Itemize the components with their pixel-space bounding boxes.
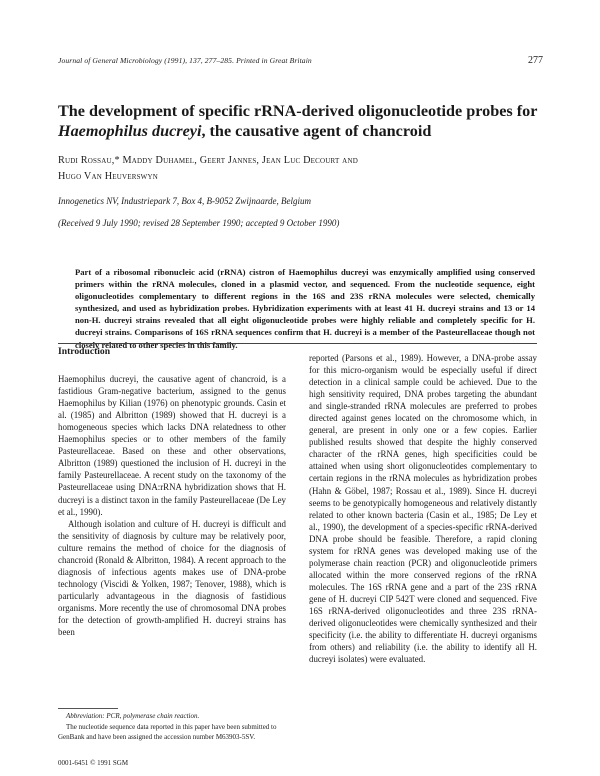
footnote-abbreviation-text: Abbreviation: PCR, polymerase chain reaction. bbox=[66, 712, 200, 720]
footnote-accession: The nucleotide sequence data reported in this paper have been submitted to GenBank and have been assigned the accession number M63903-5SV. bbox=[58, 723, 277, 741]
right-column bbox=[309, 352, 537, 665]
article-title bbox=[58, 101, 558, 141]
running-head: Journal of General Microbiology (1991), 137, 277–285. Printed in Great Britain bbox=[58, 56, 312, 65]
intro-paragraph-1: Haemophilus ducreyi, the causative agent of chancroid, is a fastidious Gram-negative bacterium, assigned to the genus Haemophilus by Kilian (1976) on phenotypic grounds. Casin et al. (1985) and Albritton (1989) showed that H. ducreyi is a homogeneous species which lacks DNA relatedness to other Haemophilus species or to other members of the family Pasteurellaceae. Based on these and other observations, Albritton (1989) questioned the inclusion of H. ducreyi in the family Pasteurellaceae. A recent study on the taxonomy of the Pasteurellaceae using DNA:rRNA hybridization shows that H. ducreyi is a distinct taxon in the family Pasteurellaceae (De Ley et al., 1990). bbox=[58, 374, 286, 517]
abstract-divider bbox=[58, 343, 537, 344]
title-line-2-rest: , the causative agent of chancroid bbox=[201, 122, 432, 140]
title-line-1: The development of specific rRNA-derived oligonucleotide probes for bbox=[58, 102, 538, 120]
page-number: 277 bbox=[528, 55, 543, 66]
title-line-2 bbox=[58, 121, 558, 141]
abstract: Part of a ribosomal ribonucleic acid (rRNA) cistron of Haemophilus ducreyi was enzymically amplified using conserved primers within the rRNA molecules, cloned in a plasmid vector, and sequenced. From the nucleotide sequence, eight oligonucleotides complementary to different regions in the 16S and 23S rRNA molecules were selected, chemically synthesized, and used as hybridization probes. Hybridization experiments with at least 41 H. ducreyi strains and 13 or 14 non-H. ducreyi strains revealed that all eight oligonucleotide probes were highly reliable and completely specific for H. ducreyi strains. Comparisons of 16S rRNA sequences confirm that H. ducreyi is a member of the Pasteurellaceae though not closely related to other species in this family. bbox=[75, 267, 535, 350]
affiliation: Innogenetics NV, Industriepark 7, Box 4, B-9052 Zwijnaarde, Belgium bbox=[58, 196, 311, 206]
authors-line-1: Rudi Rossau,* Maddy Duhamel, Geert Jannes, Jean Luc Decourt and bbox=[58, 155, 358, 166]
footnote-abbreviation bbox=[58, 712, 286, 721]
title-species-name: Haemophilus ducreyi bbox=[58, 122, 202, 140]
copyright-line: 0001-6451 © 1991 SGM bbox=[58, 759, 129, 767]
introduction-heading: Introduction bbox=[58, 346, 111, 357]
intro-paragraph-3: reported (Parsons et al., 1989). However, a DNA-probe assay for this micro-organism would be especially useful if direct detection in a clinical sample could be achieved. Due to the high sensitivity required, DNA probes targeting the abundant and single-stranded rRNA molecules are preferred to probes directed against genes located on the chromosome which, in general, are present in only one or a few copies. Earlier published results showed that despite the highly conserved character of the rRNA genes, high specificities could be attained when using short oligonucleotides complementary to certain regions in the rRNA molecules as hybridization probes (Hahn & Göbel, 1987; Rossau et al., 1989). Since H. ducreyi seems to be genotypically homogeneous and relatively distantly related to other known bacteria (Casin et al., 1985; De Ley et al., 1990), the development of a species-specific rRNA-derived DNA probe should be feasible. Therefore, a rapid cloning system for rRNA genes was developed making use of the polymerase chain reaction (PCR) and oligonucleotide primers allocated within the more conserved regions of the rRNA molecules. The 16S rRNA gene and a part of the 23S rRNA gene of H. ducreyi CIP 542T were cloned and sequenced. Five 16S rRNA-derived oligonucleotides and three 23S rRNA-derived oligonucleotides were chemically synthesized and their specificity (i.e. the ability to differentiate H. ducreyi organisms from others) and reliability (i.e. the ability to identify all H. ducreyi isolates) were evaluated. bbox=[309, 353, 537, 665]
footnote-rule bbox=[58, 708, 118, 709]
received-dates: (Received 9 July 1990; revised 28 September 1990; accepted 9 October 1990) bbox=[58, 218, 340, 228]
footnotes bbox=[58, 708, 286, 744]
intro-paragraph-2: Although isolation and culture of H. ducreyi is difficult and the sensitivity of diagnosis by culture may be relatively poor, culture remains the method of choice for the diagnosis of chancroid (Ronald & Albritton, 1984). A recent approach to the diagnosis of infectious agents makes use of DNA-probe technology (Viscidi & Yolken, 1987; Tenover, 1988), which is particularly advantageous in the diagnosis of fastidious organisms. More recently the use of chromosomal DNA probes for the detection of growth-amplified H. ducreyi strains has been bbox=[58, 518, 286, 638]
left-column bbox=[58, 346, 286, 638]
authors-line-2: Hugo Van Heuverswyn bbox=[58, 171, 158, 182]
author-list bbox=[58, 153, 538, 185]
